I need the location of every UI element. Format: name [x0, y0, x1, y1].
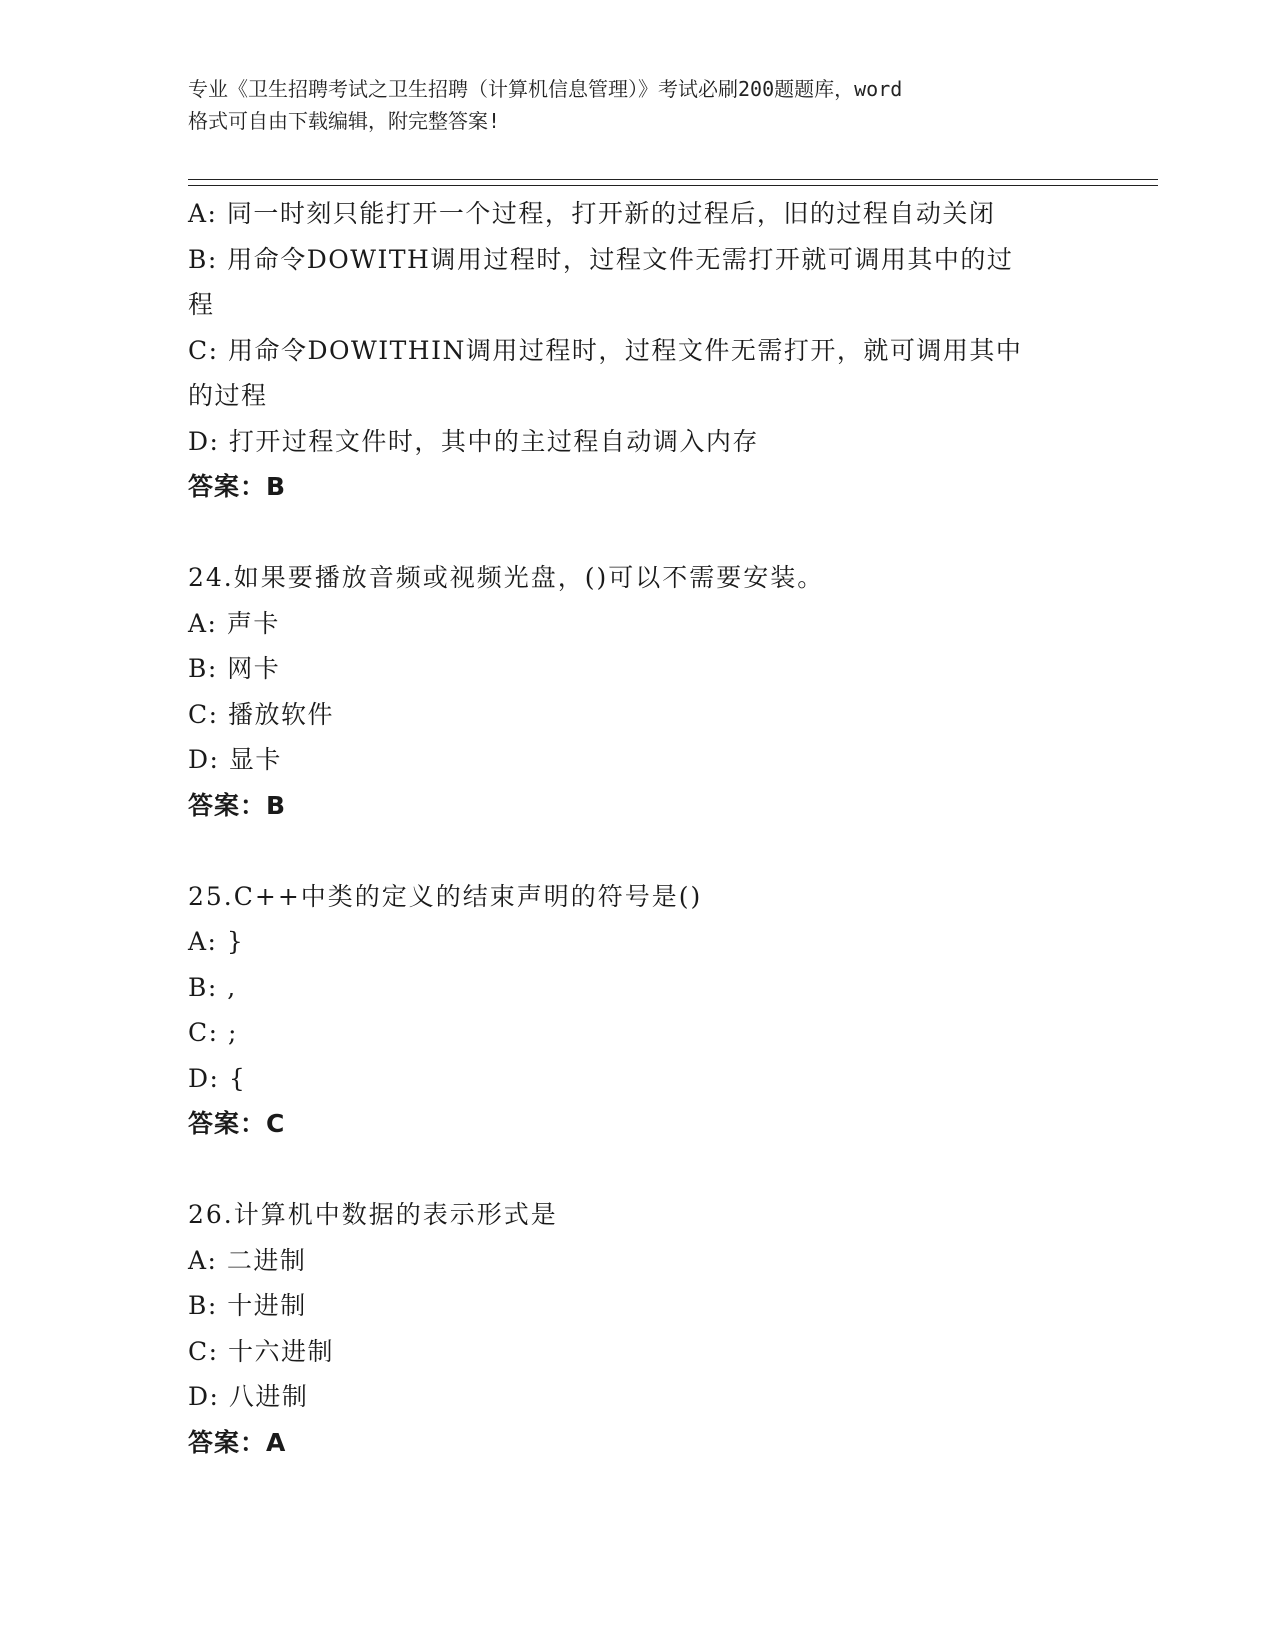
question-24-option-c: C: 播放软件 [188, 699, 334, 729]
question-23-option-d: D: 打开过程文件时，其中的主过程自动调入内存 [188, 426, 759, 456]
question-26-option-b: B: 十进制 [188, 1291, 307, 1320]
question-23-option-c: C: 用命令DOWITHIN调用过程时，过程文件无需打开，就可调用其中 [188, 335, 1023, 365]
header-divider-top [188, 179, 1158, 180]
header-divider-bottom [188, 185, 1158, 186]
question-24-option-b: B: 网卡 [188, 654, 281, 683]
question-26-answer: 答案：A [188, 1427, 287, 1457]
question-24 [188, 555, 1068, 828]
spacer [188, 510, 1068, 556]
question-24-option-d: D: 显卡 [188, 745, 282, 774]
question-24-title: 24.如果要播放音频或视频光盘，()可以不需要安装。 [188, 563, 825, 592]
question-list [188, 191, 1068, 1465]
header-line-1: 专业《卫生招聘考试之卫生招聘（计算机信息管理）》考试必刷200题题库，word [188, 77, 903, 101]
question-23-option-b-continued: 程 [188, 290, 215, 319]
question-23-answer: 答案：B [188, 472, 287, 501]
document-header [188, 73, 1088, 137]
question-25-title: 25.C++中类的定义的结束声明的符号是() [188, 881, 703, 911]
spacer [188, 1147, 1068, 1193]
question-26 [188, 1192, 1068, 1465]
question-24-option-a: A: 声卡 [188, 608, 280, 638]
question-26-option-a: A: 二进制 [188, 1245, 307, 1275]
question-25-answer: 答案：C [188, 1109, 286, 1138]
question-26-option-d: D: 八进制 [188, 1382, 309, 1411]
spacer [188, 828, 1068, 874]
header-line-2: 格式可自由下载编辑，附完整答案! [188, 109, 501, 133]
question-25 [188, 874, 1068, 1147]
question-25-option-a: A: } [188, 927, 245, 956]
question-25-option-c: C: ; [188, 1018, 238, 1047]
question-26-option-c: C: 十六进制 [188, 1336, 334, 1366]
question-23-option-a: A: 同一时刻只能打开一个过程，打开新的过程后，旧的过程自动关闭 [188, 199, 996, 228]
question-23-option-c-continued: 的过程 [188, 381, 268, 410]
question-23 [188, 191, 1068, 510]
question-25-option-b: B: , [188, 972, 237, 1002]
question-26-title: 26.计算机中数据的表示形式是 [188, 1200, 558, 1229]
question-24-answer: 答案：B [188, 790, 287, 820]
question-23-option-b: B: 用命令DOWITH调用过程时，过程文件无需打开就可调用其中的过 [188, 244, 1014, 274]
question-25-option-d: D: { [188, 1063, 247, 1093]
